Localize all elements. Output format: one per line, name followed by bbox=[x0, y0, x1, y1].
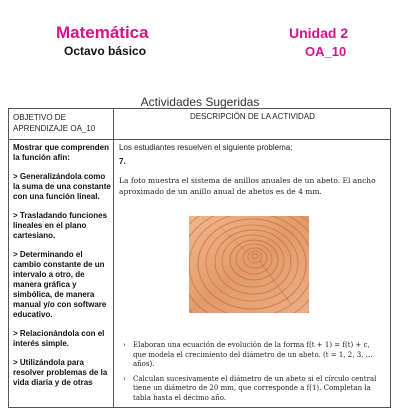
activity-column-header: DESCRIPCIÓN DE LA ACTIVIDAD bbox=[190, 112, 315, 121]
objective-item: Mostrar que comprenden la función afín: bbox=[13, 143, 110, 162]
tree-rings-image bbox=[189, 216, 309, 313]
unit-label: Unidad 2 bbox=[289, 25, 349, 41]
grade-subtitle: Octavo básico bbox=[64, 44, 147, 58]
objective-item: > Determinando el cambio constante de un intervalo a otro, de manera gráfica y simbólica, de manera manual y/o con software educativo. bbox=[13, 250, 107, 319]
activity-table bbox=[8, 108, 391, 408]
objectives-list bbox=[13, 143, 111, 397]
bullet-marker-icon: › bbox=[123, 374, 126, 383]
activity-intro: Los estudiantes resuelven el siguiente problema: bbox=[119, 143, 293, 152]
bullet-marker-icon: › bbox=[123, 341, 126, 349]
page-title: Matemática bbox=[56, 23, 149, 42]
section-title: Actividades Sugeridas bbox=[140, 95, 260, 109]
objective-item: > Trasladando funciones lineales en el plano cartesiano. bbox=[13, 211, 108, 240]
activity-number: 7. bbox=[119, 157, 126, 166]
objective-item: > Relacionándola con el interés simple. bbox=[13, 329, 105, 348]
header-divider bbox=[9, 139, 390, 140]
objective-code: OA_10 bbox=[305, 44, 347, 59]
step-text: Elaboran una ecuación de evolución de la forma f(t + 1) = f(t) + c, que modela el crecimiento del diámetro de un abeto. (t = 1, 2, 3, … años). bbox=[133, 341, 373, 368]
activity-description bbox=[119, 143, 385, 402]
list-item bbox=[119, 341, 385, 370]
objective-item: > Utilizándola para resolver problemas de la vida diaria y de otras bbox=[13, 358, 108, 387]
problem-statement: La foto muestra el sistema de anillos anuales de un abeto. El ancho aproximado de un anillo anual de abetos es de 4 mm. bbox=[119, 176, 376, 196]
list-item bbox=[119, 375, 385, 404]
objective-column-header: OBJETIVO DE APRENDIZAJE OA_10 bbox=[13, 113, 96, 133]
activity-steps bbox=[119, 341, 385, 408]
column-divider bbox=[113, 109, 114, 407]
step-text: Calculan sucesivamente el diámetro de un abeto si el círculo central tiene un diámetro de 20 mm, que corresponde a f(1). Completan la tabla hasta el décimo año. bbox=[133, 374, 377, 402]
objective-item: > Generalizándola como la suma de una constante con una función lineal. bbox=[13, 172, 111, 201]
tree-rings-photo bbox=[189, 216, 309, 313]
